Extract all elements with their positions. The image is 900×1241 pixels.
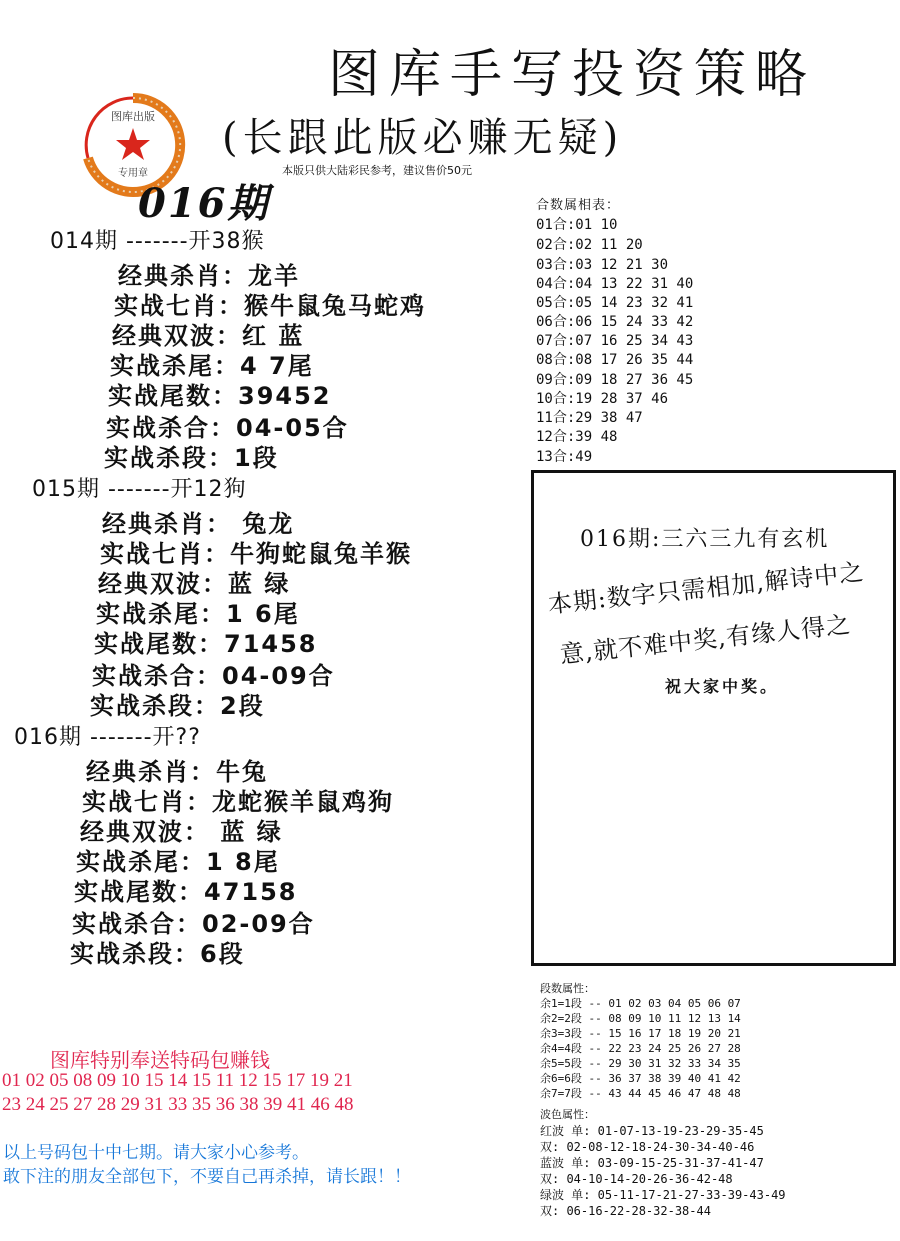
row-label: 实战杀尾： [76,848,206,876]
row-label: 实战尾数： [74,878,204,906]
row-label: 实战杀尾： [96,600,226,628]
bo-table-row: 绿波 单: 05-11-17-21-27-33-39-43-49 [540,1188,786,1202]
section-row [74,872,298,907]
row-value: 04-09合 [222,662,335,690]
he-table-row: 10合:19 28 37 46 [536,391,669,407]
promo-numbers-line-2: 23 24 25 27 28 29 31 33 35 36 38 39 41 46 48 [2,1094,354,1115]
promo-title: 图库特别奉送特码包赚钱 [50,1050,270,1072]
row-label: 经典杀肖： [118,262,248,290]
bo-table-row: 双: 04-10-14-20-26-36-42-48 [540,1172,733,1186]
duan-table-row: 余3=3段 -- 15 16 17 18 19 20 21 [540,1027,741,1040]
section-row [108,376,332,411]
row-value: 红 蓝 [242,322,305,350]
riddle-line-1: 016期:三六三九有玄机 [580,527,830,552]
row-label: 实战杀合： [92,662,222,690]
bo-table-row: 红波 单: 01-07-13-19-23-29-35-45 [540,1124,764,1138]
row-label: 实战七肖： [100,540,230,568]
row-label: 实战杀段： [70,940,200,968]
promo-footnote-1: 以上号码包十中七期。请大家小心参考。 [3,1143,309,1162]
row-value: 牛狗蛇鼠兔羊猴 [230,540,412,568]
section-header: 016期 -------开?? [14,725,201,750]
row-label: 实战杀段： [104,444,234,472]
he-table-row: 11合:29 38 47 [536,410,643,426]
he-table-row: 03合:03 12 21 30 [536,257,669,273]
he-table-row: 01合:01 10 [536,217,618,233]
star-icon [116,128,150,160]
row-label: 经典双波： [112,322,242,350]
seal-top-text: 图库出版 [111,110,155,123]
current-issue: 016期 [138,180,270,227]
duan-table-row: 余4=4段 -- 22 23 24 25 26 27 28 [540,1042,741,1055]
row-label: 经典杀肖： [86,758,216,786]
section-row [104,438,279,473]
row-value: 龙蛇猴羊鼠鸡狗 [212,788,394,816]
row-value: 39452 [238,382,332,410]
promo-numbers-line-1: 01 02 05 08 09 10 15 14 15 11 12 15 17 19 21 [2,1070,353,1091]
riddle-line-3: 意,就不难中奖,有缘人得之 [558,610,853,669]
row-label: 实战杀合： [72,910,202,938]
row-label: 经典双波： [80,818,210,846]
duan-table-row: 余1=1段 -- 01 02 03 04 05 06 07 [540,997,741,1010]
row-value: 蓝 绿 [210,818,283,846]
he-table-row: 09合:09 18 27 36 45 [536,372,694,388]
row-label: 实战尾数： [108,382,238,410]
duan-table-row: 余6=6段 -- 36 37 38 39 40 41 42 [540,1072,741,1085]
duan-table-row: 余2=2段 -- 08 09 10 11 12 13 14 [540,1012,741,1025]
row-label: 实战杀尾： [110,352,240,380]
riddle-wish: 祝大家中奖。 [665,677,780,696]
section-header: 014期 -------开38猴 [50,229,265,254]
he-table-row: 07合:07 16 25 34 43 [536,333,694,349]
duan-table-row: 余7=7段 -- 43 44 45 46 47 48 48 [540,1087,741,1100]
row-value: 04-05合 [236,414,349,442]
row-value: 02-09合 [202,910,315,938]
row-value: 龙羊 [248,262,300,290]
row-label: 实战七肖： [114,292,244,320]
row-label: 实战杀合： [106,414,236,442]
row-label: 实战尾数： [94,630,224,658]
row-value: 4 7尾 [240,352,314,380]
he-table-row: 06合:06 15 24 33 42 [536,314,694,330]
promo-footnote-2: 敢下注的朋友全部包下，不要自己再杀掉，请长跟！！ [3,1167,411,1186]
section-row [94,624,318,659]
he-table-row: 02合:02 11 20 [536,237,643,253]
duan-table-row: 余5=5段 -- 29 30 31 32 33 34 35 [540,1057,741,1070]
section-row [90,686,265,721]
bo-table-row: 双: 06-16-22-28-32-38-44 [540,1204,711,1218]
row-value: 47158 [204,878,298,906]
row-value: 牛兔 [216,758,268,786]
bo-table-title: 波色属性： [540,1108,595,1121]
he-table-row: 12合:39 48 [536,429,618,445]
page-subtitle: (长跟此版必赚无疑) [222,115,624,161]
row-value: 猴牛鼠兔马蛇鸡 [244,292,426,320]
row-value: 1 6尾 [226,600,300,628]
row-value: 兔龙 [232,510,295,538]
he-table-row: 05合:05 14 23 32 41 [536,295,694,311]
he-table-row: 04合:04 13 22 31 40 [536,276,694,292]
row-label: 实战杀段： [90,692,220,720]
row-label: 实战七肖： [82,788,212,816]
row-value: 6段 [200,940,245,968]
riddle-line-2: 本期:数字只需相加,解诗中之 [546,557,866,619]
row-value: 1段 [234,444,279,472]
bo-table-row: 双: 02-08-12-18-24-30-34-40-46 [540,1140,755,1154]
bo-table-row: 蓝波 单: 03-09-15-25-31-37-41-47 [540,1156,764,1170]
row-value: 蓝 绿 [228,570,291,598]
he-table-row: 08合:08 17 26 35 44 [536,352,694,368]
seal-bottom-text: 专用章 [118,168,148,179]
he-table-title: 合数属相表： [536,198,621,213]
section-header: 015期 -------开12狗 [32,477,247,502]
row-value: 2段 [220,692,265,720]
duan-table-title: 段数属性： [540,982,595,995]
row-value: 71458 [224,630,318,658]
he-table-row: 13合:49 [536,449,593,465]
page-title: 图库手写投资策略 [328,45,817,105]
row-value: 1 8尾 [206,848,280,876]
row-label: 经典杀肖： [102,510,232,538]
price-note: 本版只供大陆彩民参考，建议售价50元 [282,164,472,177]
row-label: 经典双波： [98,570,228,598]
section-row [70,934,245,969]
